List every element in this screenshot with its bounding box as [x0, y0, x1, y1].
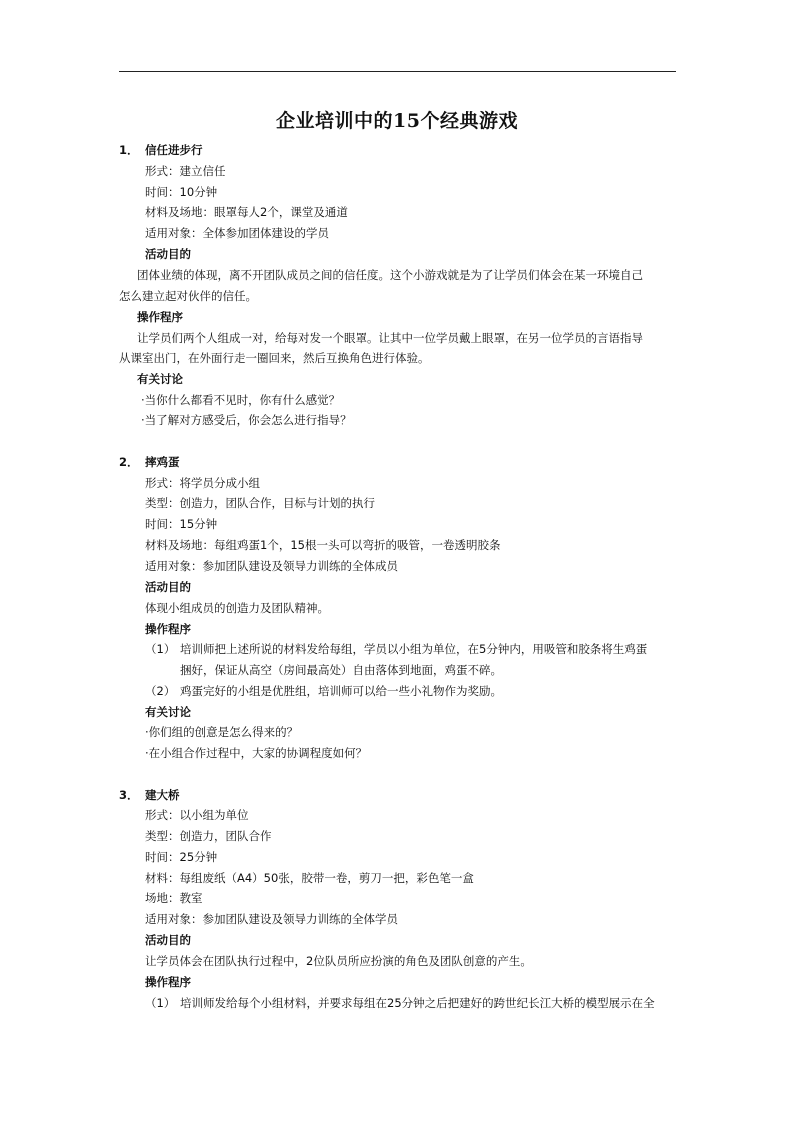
time-line: 时间：15分钟	[145, 517, 218, 531]
page-title: 企业培训中的15个经典游戏	[276, 110, 518, 132]
header-rule	[119, 71, 676, 72]
procedure-heading: 操作程序	[145, 622, 191, 636]
procedure-text: 从课室出门，在外面行走一圈回来，然后互换角色进行体验。	[119, 351, 430, 365]
form-line: 形式：将学员分成小组	[145, 476, 260, 490]
purpose-heading: 活动目的	[145, 247, 191, 261]
game-number: 2．	[119, 455, 139, 469]
form-line: 形式：建立信任	[145, 164, 226, 178]
discussion-item: ·当了解对方感受后，你会怎么进行指导？	[141, 413, 352, 427]
discussion-heading: 有关讨论	[145, 705, 191, 719]
purpose-text: 让学员体会在团队执行过程中，2位队员所应扮演的角色及团队创意的产生。	[145, 954, 532, 968]
venue-line: 场地：教室	[145, 891, 203, 905]
discussion-item: ·在小组合作过程中，大家的协调程度如何？	[145, 746, 368, 760]
discussion-heading: 有关讨论	[137, 372, 183, 386]
materials-line: 材料及场地：眼罩每人2个，课堂及通道	[145, 205, 348, 219]
discussion-item: ·你们组的创意是怎么得来的？	[145, 725, 299, 739]
game-number: 1．	[119, 143, 139, 157]
step-number: （1）	[145, 642, 176, 656]
audience-line: 适用对象：参加团队建设及领导力训练的全体学员	[145, 912, 398, 926]
materials-line: 材料及场地：每组鸡蛋1个，15根一头可以弯折的吸管，一卷透明胶条	[145, 538, 501, 552]
game-number: 3．	[119, 788, 139, 802]
step-number: （1）	[145, 996, 176, 1010]
audience-line: 适用对象：全体参加团体建设的学员	[145, 226, 329, 240]
type-line: 类型：创造力，团队合作	[145, 829, 272, 843]
purpose-text: 体现小组成员的创造力及团队精神。	[145, 601, 329, 615]
type-line: 类型：创造力，团队合作，目标与计划的执行	[145, 496, 375, 510]
purpose-text: 怎么建立起对伙伴的信任。	[119, 289, 257, 303]
game-name: 信任进步行	[145, 143, 203, 157]
step-text: 培训师发给每个小组材料，并要求每组在25分钟之后把建好的跨世纪长江大桥的模型展示在全	[180, 996, 655, 1010]
audience-line: 适用对象：参加团队建设及领导力训练的全体成员	[145, 559, 398, 573]
form-line: 形式：以小组为单位	[145, 808, 249, 822]
time-line: 时间：25分钟	[145, 850, 218, 864]
game-name: 摔鸡蛋	[145, 455, 180, 469]
purpose-text: 团体业绩的体现，离不开团队成员之间的信任度。这个小游戏就是为了让学员们体会在某一环境自己	[137, 268, 643, 282]
procedure-heading: 操作程序	[145, 975, 191, 989]
step-text: 鸡蛋完好的小组是优胜组，培训师可以给一些小礼物作为奖励。	[180, 684, 502, 698]
step-number: （2）	[145, 684, 176, 698]
procedure-text: 让学员们两个人组成一对，给每对发一个眼罩。让其中一位学员戴上眼罩，在另一位学员的言语指导	[137, 331, 643, 345]
time-line: 时间：10分钟	[145, 185, 218, 199]
discussion-item: ·当你什么都看不见时，你有什么感觉？	[141, 393, 341, 407]
procedure-heading: 操作程序	[137, 310, 183, 324]
step-text: 捆好，保证从高空（房间最高处）自由落体到地面，鸡蛋不碎。	[180, 663, 502, 677]
purpose-heading: 活动目的	[145, 933, 191, 947]
purpose-heading: 活动目的	[145, 580, 191, 594]
game-name: 建大桥	[145, 788, 180, 802]
step-text: 培训师把上述所说的材料发给每组，学员以小组为单位，在5分钟内，用吸管和胶条将生鸡蛋	[180, 642, 648, 656]
materials-line: 材料：每组废纸（A4）50张，胶带一卷，剪刀一把，彩色笔一盒	[145, 871, 474, 885]
